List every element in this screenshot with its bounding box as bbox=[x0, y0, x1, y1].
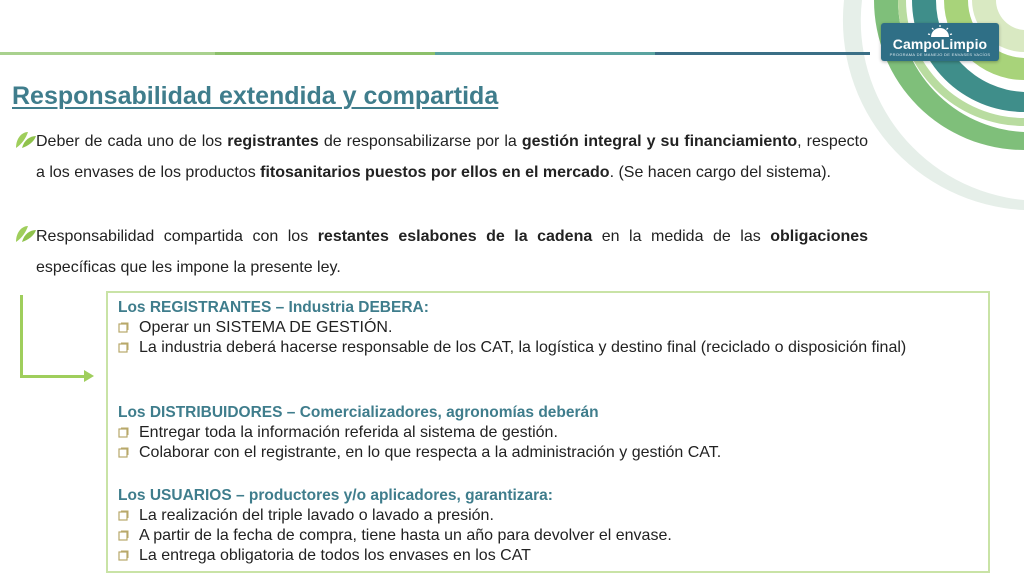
text-segment: de responsabilizarse por la bbox=[318, 133, 522, 150]
list-item-text: La industria deberá hacerse responsable de los CAT, la logística y destino final (reciclado o disposición final) bbox=[139, 339, 907, 356]
checkbox-bullet-icon bbox=[118, 322, 129, 333]
text-segment: Deber de cada uno de los bbox=[36, 133, 228, 150]
bold-text: restantes eslabones de la cadena bbox=[317, 228, 593, 245]
logo-tagline: PROGRAMA DE MANEJO DE ENVASES VACÍOS bbox=[889, 52, 991, 57]
list-item-text: Colaborar con el registrante, en lo que respecta a la administración y gestión CAT. bbox=[139, 444, 722, 461]
checkbox-bullet-icon bbox=[118, 550, 129, 561]
bold-text: fitosanitarios puestos por ellos en el mercado bbox=[260, 164, 610, 181]
section-title: Los REGISTRANTES – Industria DEBERA: bbox=[118, 299, 429, 316]
campolimpio-logo bbox=[881, 23, 999, 61]
text-segment: . (Se hacen cargo del sistema). bbox=[609, 164, 831, 181]
section-title: Los DISTRIBUIDORES – Comercializadores, agronomías deberán bbox=[118, 404, 599, 421]
header-accent-line bbox=[0, 52, 870, 55]
bold-text: registrantes bbox=[227, 133, 319, 150]
logo-name: CampoLimpio bbox=[892, 36, 988, 52]
connector-line-vertical bbox=[20, 295, 23, 377]
checkbox-bullet-icon bbox=[118, 510, 129, 521]
list-item bbox=[118, 423, 978, 443]
list-item bbox=[118, 506, 978, 526]
list-item bbox=[118, 338, 978, 358]
section-usuarios bbox=[118, 486, 978, 566]
text-segment: Responsabilidad compartida con los bbox=[36, 228, 318, 245]
list-item-text: La entrega obligatoria de todos los envases en los CAT bbox=[139, 547, 531, 564]
text-segment: específicas que les impone la presente ley. bbox=[36, 259, 341, 276]
list-item-text: Operar un SISTEMA DE GESTIÓN. bbox=[139, 319, 393, 336]
checkbox-bullet-icon bbox=[118, 447, 129, 458]
section-registrantes bbox=[118, 298, 978, 358]
obligations-box bbox=[106, 291, 990, 573]
bullet-paragraph-1 bbox=[36, 126, 868, 188]
list-item-text: La realización del triple lavado o lavado a presión. bbox=[139, 507, 494, 524]
list-item bbox=[118, 546, 978, 566]
checkbox-bullet-icon bbox=[118, 342, 129, 353]
text-segment: , respecto a los envases de los productos bbox=[36, 133, 869, 181]
list-item bbox=[118, 318, 978, 338]
checkbox-bullet-icon bbox=[118, 427, 129, 438]
list-item bbox=[118, 526, 978, 546]
connector-line-horizontal bbox=[20, 375, 88, 378]
section-title: Los USUARIOS – productores y/o aplicadores, garantizara: bbox=[118, 487, 553, 504]
bold-text: gestión integral y su financiamiento bbox=[521, 133, 798, 150]
text-segment: en la medida de las bbox=[592, 228, 771, 245]
connector-arrow-icon bbox=[84, 370, 94, 382]
section-distribuidores bbox=[118, 403, 978, 463]
bold-text: obligaciones bbox=[770, 228, 869, 245]
leaf-icon bbox=[14, 130, 38, 150]
list-item-text: Entregar toda la información referida al sistema de gestión. bbox=[139, 424, 558, 441]
checkbox-bullet-icon bbox=[118, 530, 129, 541]
bullet-paragraph-2 bbox=[36, 221, 868, 283]
list-item bbox=[118, 443, 978, 463]
page-title: Responsabilidad extendida y compartida bbox=[12, 82, 499, 110]
leaf-icon bbox=[14, 224, 38, 244]
list-item-text: A partir de la fecha de compra, tiene hasta un año para devolver el envase. bbox=[139, 527, 672, 544]
